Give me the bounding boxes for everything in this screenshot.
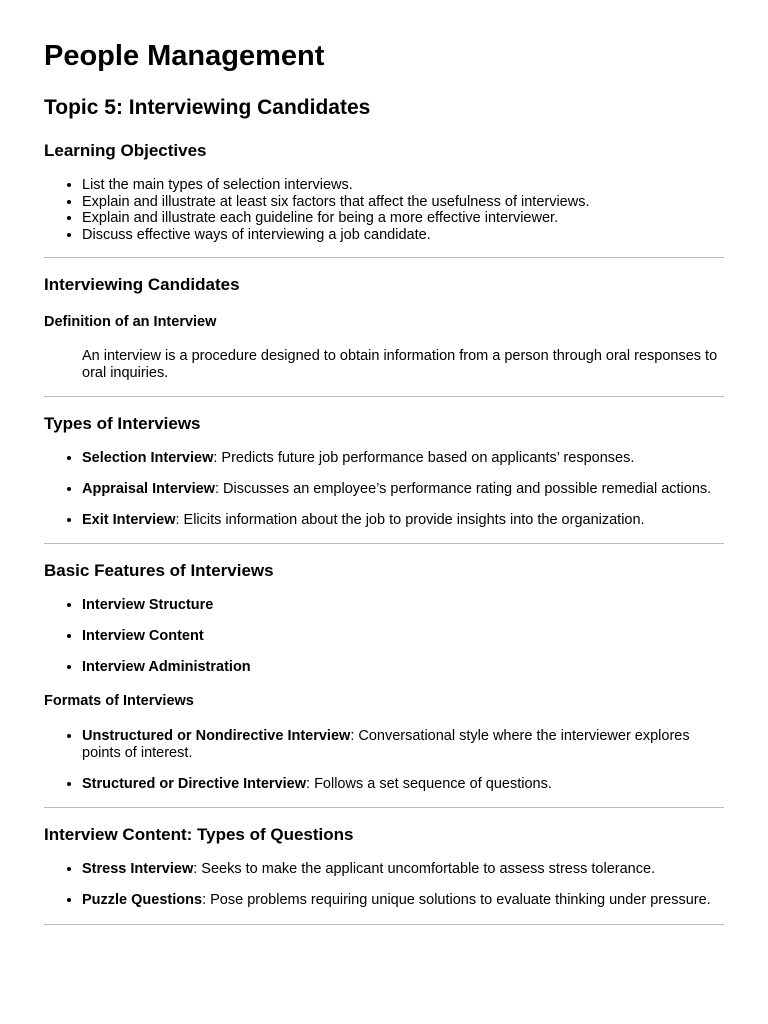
list-item xyxy=(82,628,724,645)
description: : Predicts future job performance based on applicants’ responses. xyxy=(213,450,635,466)
learning-objectives-heading: Learning Objectives xyxy=(44,141,207,160)
interview-content-heading: Interview Content: Types of Questions xyxy=(44,825,354,844)
formats-heading: Formats of Interviews xyxy=(44,693,194,709)
term: Stress Interview xyxy=(82,861,194,877)
list-item xyxy=(82,512,724,529)
list-item: • List the main types of selection interviews. xyxy=(82,177,724,194)
types-of-interviews-heading: Types of Interviews xyxy=(44,414,201,433)
divider xyxy=(44,257,724,258)
list-item xyxy=(82,659,724,676)
description: : Discusses an employee’s performance rating and possible remedial actions. xyxy=(214,481,712,497)
divider xyxy=(44,543,724,544)
definition-heading: Definition of an Interview xyxy=(44,314,217,330)
divider xyxy=(44,807,724,808)
list-item xyxy=(82,450,724,467)
list-item xyxy=(82,597,724,614)
description: : Follows a set sequence of questions. xyxy=(306,775,552,792)
term: Appraisal Interview xyxy=(82,481,215,497)
basic-features-list xyxy=(44,597,724,676)
term: Interview Administration xyxy=(82,658,251,675)
definition-text: An interview is a procedure designed to obtain information from a person through oral responses to oral inquiries. xyxy=(82,348,718,381)
list-item: • Discuss effective ways of interviewing a job candidate. xyxy=(82,227,724,244)
types-of-interviews-list xyxy=(44,450,724,529)
description: : Elicits information about the job to provide insights into the organization. xyxy=(175,512,645,528)
topic-heading: Topic 5: Interviewing Candidates xyxy=(44,96,371,119)
list-item xyxy=(82,776,724,793)
description: : Pose problems requiring unique solutions to evaluate thinking under pressure. xyxy=(202,892,711,908)
interviewing-candidates-heading: Interviewing Candidates xyxy=(44,275,240,294)
divider xyxy=(44,924,724,925)
term: Interview Structure xyxy=(82,596,214,613)
term: Exit Interview xyxy=(82,512,176,528)
list-item xyxy=(82,481,724,498)
list-item xyxy=(82,892,724,909)
list-item xyxy=(82,728,724,761)
term: Selection Interview xyxy=(82,450,214,466)
formats-list xyxy=(44,728,724,792)
list-item xyxy=(82,861,724,878)
description: : Seeks to make the applicant uncomfortable to assess stress tolerance. xyxy=(193,861,656,877)
page-title: People Management xyxy=(44,40,325,72)
term: Unstructured or Nondirective Interview xyxy=(82,728,351,744)
term: Puzzle Questions xyxy=(82,892,203,908)
learning-objectives-list xyxy=(44,177,724,243)
list-item: • Explain and illustrate each guideline for being a more effective interviewer. xyxy=(82,210,724,227)
divider xyxy=(44,396,724,397)
term: Interview Content xyxy=(82,627,204,644)
term: Structured or Directive Interview xyxy=(82,775,307,792)
basic-features-heading: Basic Features of Interviews xyxy=(44,560,274,580)
list-item: • Explain and illustrate at least six factors that affect the usefulness of interviews. xyxy=(82,194,724,211)
description: : Conversational style where the interviewer explores points of interest. xyxy=(82,728,690,761)
interview-content-list xyxy=(44,861,724,909)
